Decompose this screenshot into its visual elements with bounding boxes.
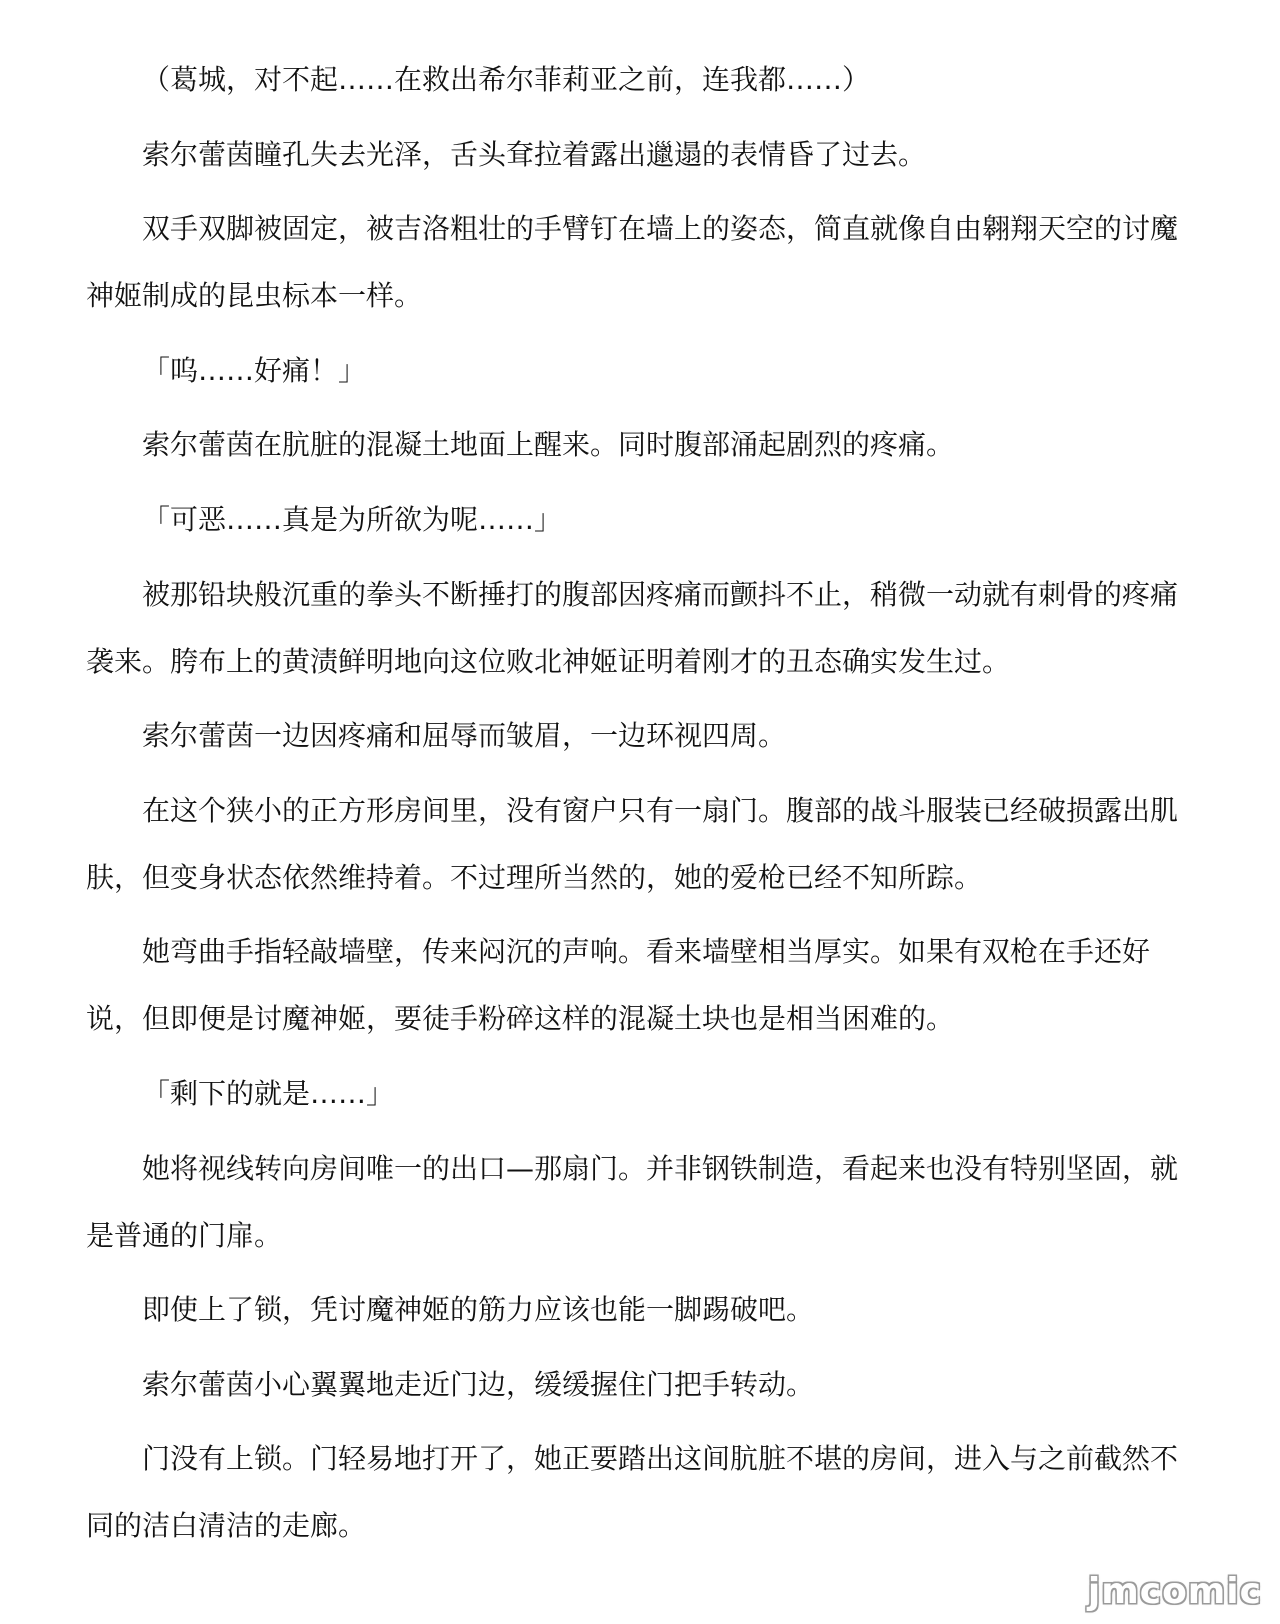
watermark: jmcomic [1087, 1571, 1262, 1612]
paragraph-12: 她将视线转向房间唯一的出口—那扇门。并非钢铁制造，看起来也没有特别坚固，就是普通的门扉。 [86, 1151, 1179, 1252]
paragraph-3: 双手双脚被固定，被吉洛粗壮的手臂钉在墙上的姿态，简直就像自由翱翔天空的讨魔神姬制成的昆虫标本一样。 [86, 212, 1179, 313]
paragraph-11: 「剩下的就是……」 [142, 1076, 395, 1110]
paragraph-4: 「呜……好痛！」 [142, 353, 367, 387]
paragraph-13: 即使上了锁，凭讨魔神姬的筋力应该也能一脚踢破吧。 [142, 1293, 815, 1327]
paragraph-10: 她弯曲手指轻敲墙壁，传来闷沉的声响。看来墙壁相当厚实。如果有双枪在手还好说，但即便是讨魔神姬，要徒手粉碎这样的混凝土块也是相当困难的。 [86, 935, 1151, 1036]
paragraph-14: 索尔蕾茵小心翼翼地走近门边，缓缓握住门把手转动。 [142, 1367, 815, 1401]
paragraph-1: （葛城，对不起……在救出希尔菲莉亚之前，连我都……） [142, 63, 871, 96]
paragraph-9: 在这个狭小的正方形房间里，没有窗户只有一扇门。腹部的战斗服装已经破损露出肌肤，但变身状态依然维持着。不过理所当然的，她的爱枪已经不知所踪。 [86, 793, 1179, 894]
paragraph-7: 被那铅块般沉重的拳头不断捶打的腹部因疼痛而颤抖不止，稍微一动就有刺骨的疼痛袭来。胯布上的黄渍鲜明地向这位败北神姬证明着刚才的丑态确实发生过。 [86, 577, 1179, 678]
paragraph-2: 索尔蕾茵瞳孔失去光泽，舌头耷拉着露出邋遢的表情昏了过去。 [142, 137, 927, 171]
paragraph-6: 「可恶……真是为所欲为呢……」 [142, 502, 563, 536]
novel-text [86, 46, 1196, 1567]
paragraph-5: 索尔蕾茵在肮脏的混凝土地面上醒来。同时腹部涌起剧烈的疼痛。 [142, 428, 955, 462]
paragraph-8: 索尔蕾茵一边因疼痛和屈辱而皱眉，一边环视四周。 [142, 719, 787, 753]
paragraph-15: 门没有上锁。门轻易地打开了，她正要踏出这间肮脏不堪的房间，进入与之前截然不同的洁白清洁的走廊。 [86, 1442, 1179, 1543]
